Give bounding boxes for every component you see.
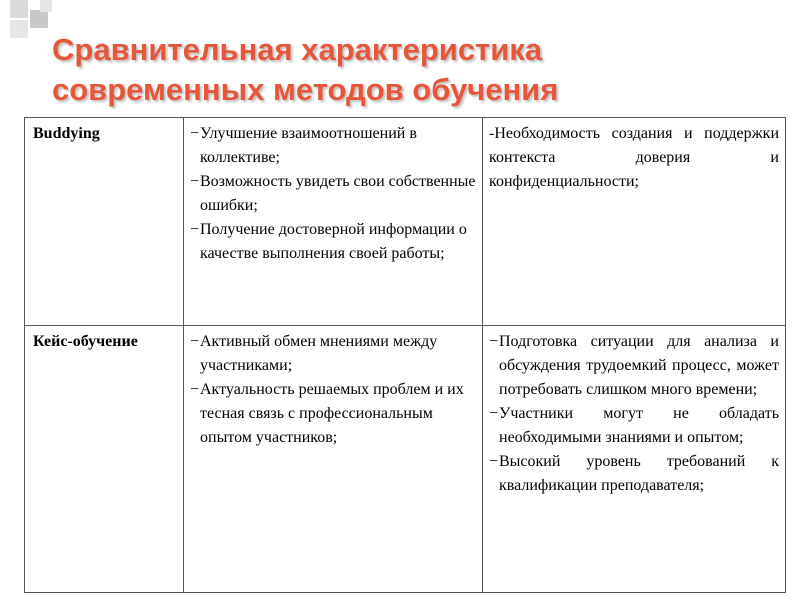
method-name: Buddying	[25, 118, 184, 326]
bullet-dash: −	[190, 381, 200, 398]
decorative-square	[30, 10, 48, 28]
list-item	[489, 402, 779, 450]
list-item	[489, 122, 779, 194]
list-item-text: Возможность увидеть свои собственные ошибки;	[200, 173, 476, 214]
list-item-text: Подготовка ситуации для анализа и обсуждения трудоемкий процесс, может потребовать слишком много времени;	[499, 333, 779, 398]
table-row	[25, 326, 786, 593]
decorative-square	[40, 0, 52, 12]
list-item	[190, 218, 476, 266]
list-item	[489, 450, 779, 498]
list-item	[190, 330, 476, 378]
list-item-text: Высокий уровень требований к квалификации преподавателя;	[499, 453, 779, 494]
bullet-dash: −	[190, 173, 200, 190]
list-item	[489, 330, 779, 402]
decorative-squares	[0, 0, 60, 50]
decorative-square	[10, 0, 28, 18]
bullet-dash: −	[190, 125, 200, 142]
disadvantages-cell	[483, 118, 786, 326]
comparison-table	[24, 117, 786, 593]
list-item	[190, 378, 476, 450]
list-item-text: -Необходимость создания и поддержки контекста доверия и конфиденциальности;	[489, 125, 779, 190]
bullet-dash: −	[190, 333, 200, 350]
decorative-square	[10, 20, 28, 38]
advantages-cell	[184, 118, 483, 326]
bullet-dash: −	[489, 453, 499, 470]
table-row	[25, 118, 786, 326]
bullet-dash: −	[489, 405, 499, 422]
list-item	[190, 170, 476, 218]
bullet-dash: −	[190, 221, 200, 238]
advantages-cell	[184, 326, 483, 593]
title-line-2: современных методов обучения	[52, 72, 559, 107]
page-title	[52, 30, 752, 110]
list-item-text: Улучшение взаимоотношений в коллективе;	[200, 125, 417, 166]
list-item-text: Участники могут не обладать необходимыми знаниями и опытом;	[499, 405, 779, 446]
disadvantages-cell	[483, 326, 786, 593]
list-item-text: Актуальность решаемых проблем и их тесная связь с профессиональным опытом участников;	[200, 381, 464, 446]
title-line-1: Сравнительная характеристика	[52, 32, 543, 67]
list-item-text: Активный обмен мнениями между участниками;	[200, 333, 438, 374]
list-item-text: Получение достоверной информации о качестве выполнения своей работы;	[200, 221, 467, 262]
list-item	[190, 122, 476, 170]
method-name: Кейс-обучение	[25, 326, 184, 593]
bullet-dash: −	[489, 333, 499, 350]
